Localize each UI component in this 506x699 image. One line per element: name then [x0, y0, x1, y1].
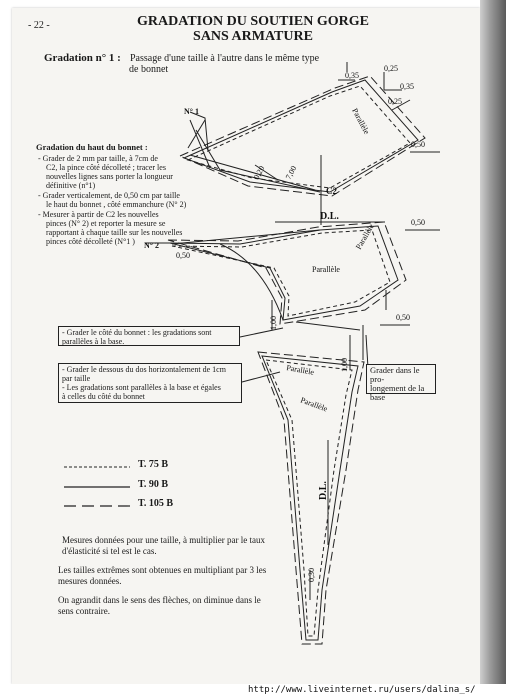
lower-piece-outline-longdash [258, 352, 364, 644]
measure-050b: 0,50 [411, 218, 425, 227]
box-extension [366, 364, 436, 402]
measure-025a: 0,25 [384, 64, 398, 73]
haut-bonnet-title: Gradation du haut du bonnet : [36, 142, 148, 152]
legend-lines [60, 455, 135, 515]
box-prolong-line: Grader dans le pro- [370, 365, 420, 384]
haut-bonnet-line: le haut du bonnet , côté emmanchure (N° 2) [46, 200, 187, 209]
note-extremes-line1: Les tailles extrêmes sont obtenues en multipliant par 3 les [58, 565, 267, 575]
box-dos-line: à celles du côté du bonnet [62, 392, 145, 401]
haut-bonnet-line: - Grader de 2 mm par taille, à 7cm de [38, 154, 158, 163]
legend-label-90b: T. 90 B [138, 479, 169, 490]
haut-bonnet-line: pinces côté décolleté (N°1 ) [46, 237, 135, 246]
measure-050d: 0,50 [396, 313, 410, 322]
measure-035b: 0,35 [400, 82, 414, 91]
gradation-description-line1: Passage d'une taille à l'autre dans le même type [130, 53, 320, 64]
gradation-label: Gradation n° 1 : [44, 52, 121, 64]
note-measures-line1: Mesures données pour une taille, à multiplier par le taux [62, 535, 265, 545]
upper-piece-outline-longdash [180, 76, 425, 196]
n1-leader [190, 112, 208, 150]
middle-piece-outline-longdash [168, 222, 406, 324]
box-prolong-line: longement de la [370, 383, 425, 393]
box-bonnet-line: parallèles à la base. [62, 337, 125, 346]
box-dos-line: - Les gradations sont parallèles à la base et égales [62, 383, 221, 392]
haut-bonnet-line: - Grader verticalement, de 0,50 cm par taille [38, 191, 180, 200]
parallel-label-mid: Parallèle [312, 265, 340, 274]
dl-lower-label: D.L. [318, 481, 329, 500]
legend-label-105b: T. 105 B [138, 498, 174, 509]
note-extremes-line2: mesures données. [58, 576, 122, 586]
note-direction-line1: On agrandit dans le sens des flèches, on diminue dans le [58, 595, 261, 605]
box-bonnet-line: - Grader le côté du bonnet : les gradations sont [62, 328, 212, 337]
parallel-label-upper: Parallèle [350, 106, 372, 136]
page-title: GRADATION DU SOUTIEN GORGE [137, 14, 369, 29]
measure-700: 7,00 [283, 164, 299, 181]
measure-050a: 0,50 [411, 140, 425, 149]
n2-label: N° 2 [144, 241, 159, 250]
measure-100b: 1,00 [340, 358, 349, 372]
parallel-label-mid2: Parallèle [353, 222, 376, 251]
dl-upper-label: D.L. [320, 211, 339, 222]
haut-bonnet-line: définitive (n°1) [46, 181, 96, 190]
grade-arrow [296, 322, 360, 330]
upper-piece-outline-dashed [188, 86, 410, 188]
n1-label: N° 1 [184, 107, 199, 116]
parallel-label-lower: Parallèle [285, 363, 315, 377]
haut-bonnet-line: rapportant à chaque taille sur les nouvelles [46, 228, 183, 237]
note-direction-line2: sens contraire. [58, 606, 110, 616]
box-dos-line: - Grader le dessous du dos horizontalement de 1cm [62, 365, 226, 374]
box-prolong-line: base [370, 392, 386, 402]
gradation-description-line2: de bonnet [129, 64, 169, 75]
measure-050c: 0,50 [176, 251, 190, 260]
legend-label-75b: T. 75 B [138, 459, 169, 470]
haut-bonnet-line: pinces (N° 2) et reporter la mesure se [46, 219, 166, 228]
box-bonnet-side [58, 326, 240, 346]
upper-piece-outline-solid [184, 80, 418, 192]
n1-arrow [188, 120, 205, 148]
haut-bonnet-line: - Mesurer à partir de C2 les nouvelles [38, 210, 159, 219]
note-measures-line2: d'élasticité si tel est le cas. [62, 546, 157, 556]
haut-bonnet-line: nouvelles lignes sans porter la longueur [46, 172, 173, 181]
leader-dos [242, 372, 280, 382]
box-back-underside [58, 363, 242, 403]
measure-030: 0,30 [307, 568, 316, 582]
page-subtitle: SANS ARMATURE [193, 29, 313, 44]
source-url: http://www.liveinternet.ru/users/dalina_s/ [248, 685, 476, 695]
measure-035a: 0,35 [345, 71, 359, 80]
page-number: - 22 - [28, 20, 50, 31]
measure-025b: 0,25 [388, 97, 402, 106]
measure-100a: 1,00 [269, 316, 278, 330]
haut-bonnet-line: C2, la pince côté décolleté ; tracer les [46, 163, 166, 172]
parallel-label-lower2: Parallèle [299, 395, 329, 414]
box-dos-line: par taille [62, 374, 91, 383]
measure-020: 0,20 [251, 164, 267, 181]
c2-label: C2 [326, 186, 337, 196]
